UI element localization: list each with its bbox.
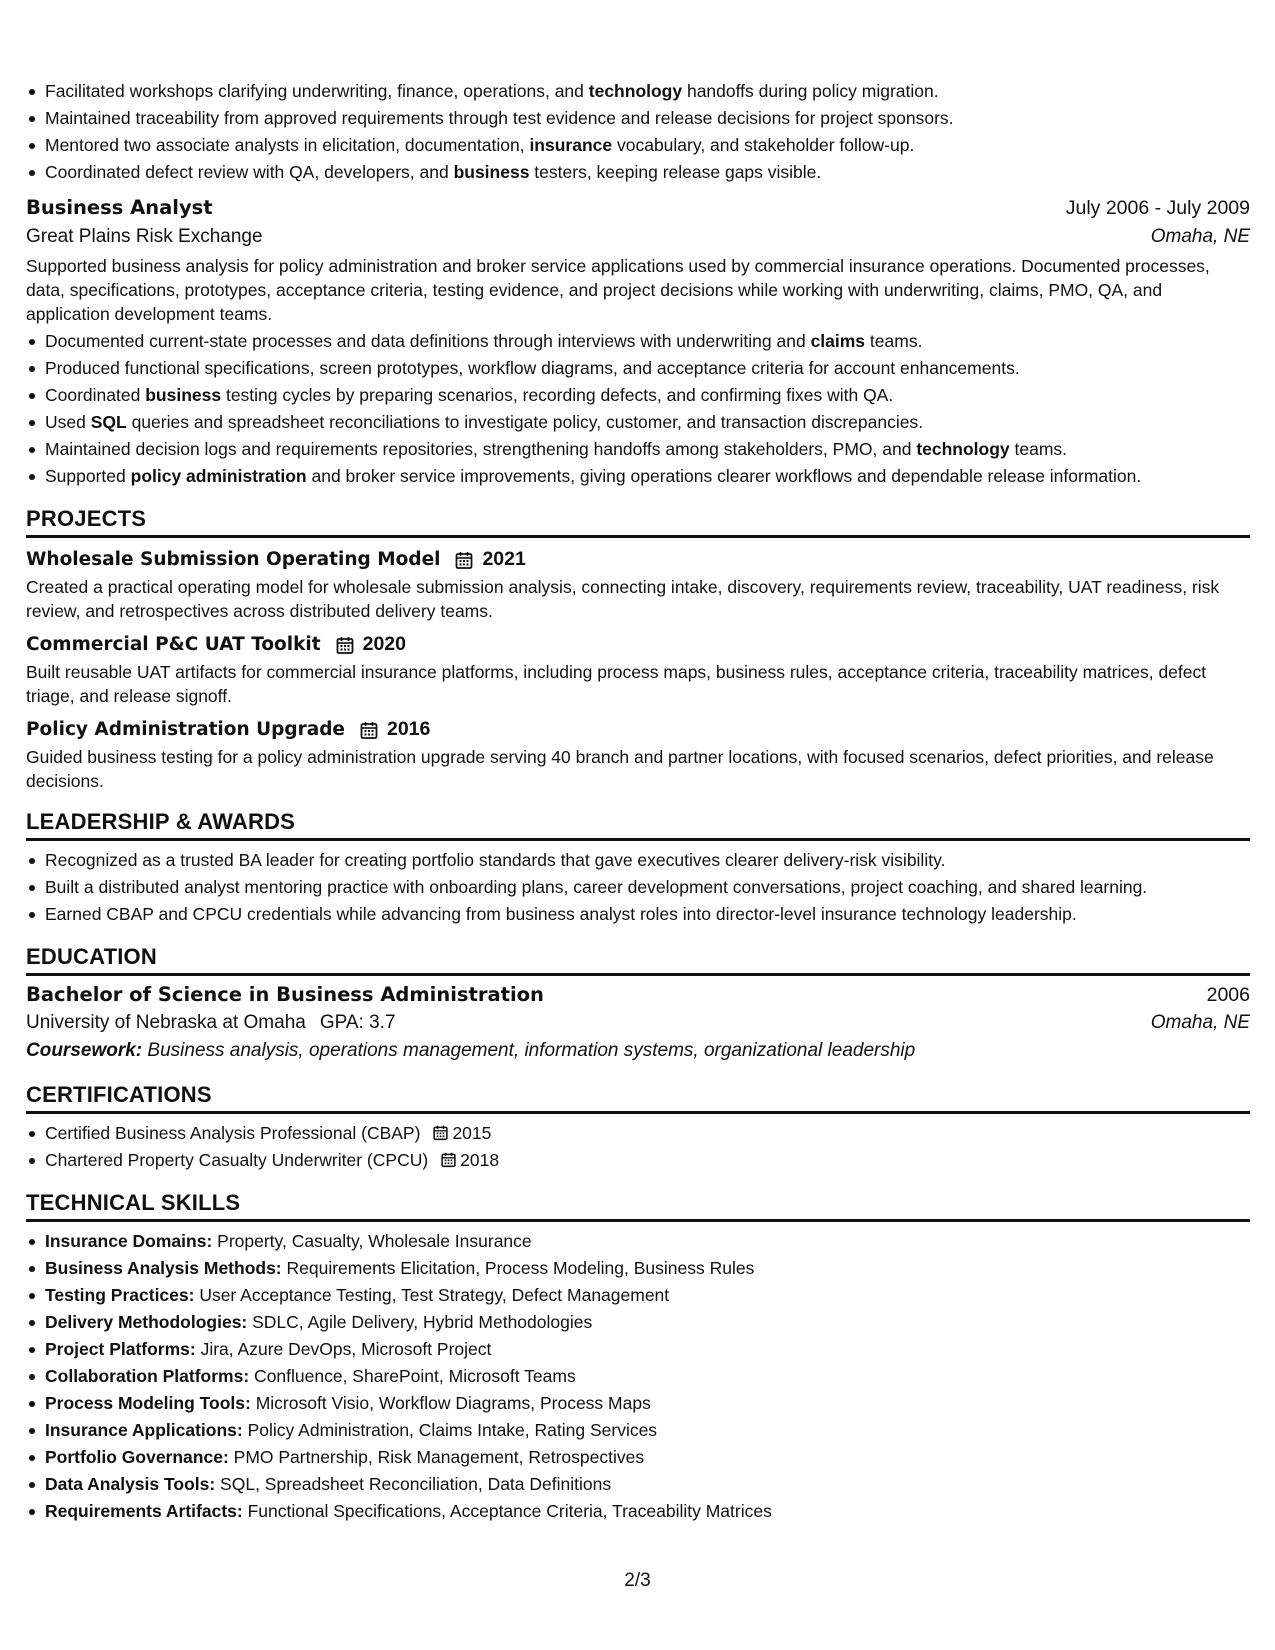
bullet-item: Produced functional specifications, screen prototypes, workflow diagrams, and acceptance criteria for account enhancements. [26, 355, 1250, 382]
education-entry [26, 983, 1250, 1062]
calendar-icon [454, 550, 474, 570]
bullet-item: Supported policy administration and broker service improvements, giving operations clearer workflows and dependable release information. [26, 463, 1250, 490]
job-summary: Supported business analysis for policy administration and broker service applications used by commercial insurance operations. Documented processes, data, specifications, prototypes, acceptance criteria, testing evidence, and project decisions while working with underwriting, claims, PMO, QA, and application development teams. [26, 256, 1210, 324]
project-entry [26, 718, 1250, 793]
job-header [26, 196, 1250, 220]
certification-year: 2015 [452, 1123, 492, 1143]
gpa: GPA: 3.7 [319, 1012, 396, 1033]
skill-item: Project Platforms: Jira, Azure DevOps, Microsoft Project [26, 1336, 1250, 1363]
skill-item: Delivery Methodologies: SDLC, Agile Delivery, Hybrid Methodologies [26, 1309, 1250, 1336]
company-name: Great Plains Risk Exchange [26, 226, 263, 247]
project-title: Wholesale Submission Operating Model [26, 549, 441, 570]
skills-list [26, 1228, 1250, 1525]
leadership-item: Built a distributed analyst mentoring practice with onboarding plans, career development conversations, project coaching, and shared learning. [26, 874, 1250, 901]
bullet-item: Maintained traceability from approved requirements through test evidence and release decisions for project sponsors. [26, 105, 1250, 132]
project-description: Guided business testing for a policy administration upgrade serving 40 branch and partner locations, with focused scenarios, defect priorities, and release decisions. [26, 747, 1214, 791]
coursework-label: Coursework: [26, 1040, 143, 1061]
calendar-icon [335, 635, 355, 655]
project-entry [26, 633, 1250, 708]
project-description: Built reusable UAT artifacts for commercial insurance platforms, including process maps, business rules, acceptance criteria, traceability matrices, defect triage, and release signoff. [26, 662, 1207, 706]
project-title: Policy Administration Upgrade [26, 719, 345, 740]
bullet-item: Used SQL queries and spreadsheet reconciliations to investigate policy, customer, and transaction discrepancies. [26, 409, 1250, 436]
calendar-icon [432, 1124, 449, 1141]
job-entry [26, 196, 1250, 490]
job-location: Omaha, NE [1150, 226, 1250, 247]
certification-item: Chartered Property Casualty Underwriter (CPCU) 2018 [26, 1147, 1250, 1174]
leadership-item: Earned CBAP and CPCU credentials while advancing from business analyst roles into director-level insurance technology leadership. [26, 901, 1250, 928]
project-title: Commercial P&C UAT Toolkit [26, 634, 321, 655]
leadership-item: Recognized as a trusted BA leader for creating portfolio standards that gave executives clearer delivery-risk visibility. [26, 847, 1250, 874]
bullet-item: Maintained decision logs and requirements repositories, strengthening handoffs among stakeholders, PMO, and technology teams. [26, 436, 1250, 463]
project-year: 2016 [386, 718, 431, 740]
degree-title: Bachelor of Science in Business Administration [26, 983, 544, 1006]
school-location: Omaha, NE [1150, 1012, 1250, 1033]
coursework-text: Business analysis, operations management, information systems, organizational leadership [142, 1040, 916, 1061]
skill-item: Insurance Applications: Policy Administration, Claims Intake, Rating Services [26, 1417, 1250, 1444]
coursework [26, 1040, 1250, 1062]
job-title: Business Analyst [26, 196, 213, 219]
leadership-list [26, 847, 1250, 928]
page-number: 2/3 [624, 1570, 651, 1591]
graduation-year: 2006 [1206, 984, 1250, 1006]
project-year: 2021 [482, 548, 526, 570]
skill-item: Data Analysis Tools: SQL, Spreadsheet Reconciliation, Data Definitions [26, 1471, 1250, 1498]
calendar-icon [359, 720, 379, 740]
section-heading-projects: PROJECTS [26, 506, 1250, 538]
skill-item: Collaboration Platforms: Confluence, SharePoint, Microsoft Teams [26, 1363, 1250, 1390]
bullet-item: Facilitated workshops clarifying underwriting, finance, operations, and technology handoffs during policy migration. [26, 78, 1250, 105]
job-bullets [26, 328, 1250, 490]
project-entry [26, 548, 1250, 623]
skill-item: Insurance Domains: Property, Casualty, Wholesale Insurance [26, 1228, 1250, 1255]
bullet-item: Coordinated defect review with QA, developers, and business testers, keeping release gaps visible. [26, 159, 1250, 186]
calendar-icon [440, 1151, 457, 1168]
project-description: Created a practical operating model for wholesale submission analysis, connecting intake, discovery, requirements review, traceability, UAT readiness, risk review, and retrospectives across distributed delivery teams. [26, 577, 1220, 621]
skill-item: Business Analysis Methods: Requirements Elicitation, Process Modeling, Business Rules [26, 1255, 1250, 1282]
skill-item: Testing Practices: User Acceptance Testing, Test Strategy, Defect Management [26, 1282, 1250, 1309]
section-heading-education: EDUCATION [26, 944, 1250, 976]
certification-item: Certified Business Analysis Professional (CBAP) 2015 [26, 1120, 1250, 1147]
bullet-item: Coordinated business testing cycles by preparing scenarios, recording defects, and confirming fixes with QA. [26, 382, 1250, 409]
skill-item: Portfolio Governance: PMO Partnership, Risk Management, Retrospectives [26, 1444, 1250, 1471]
skill-item: Process Modeling Tools: Microsoft Visio, Workflow Diagrams, Process Maps [26, 1390, 1250, 1417]
section-heading-leadership: LEADERSHIP & AWARDS [26, 809, 1250, 841]
bullet-item: Documented current-state processes and data definitions through interviews with underwriting and claims teams. [26, 328, 1250, 355]
bullet-item: Mentored two associate analysts in elicitation, documentation, insurance vocabulary, and stakeholder follow-up. [26, 132, 1250, 159]
skill-item: Requirements Artifacts: Functional Specifications, Acceptance Criteria, Traceability Matrices [26, 1498, 1250, 1525]
certifications-list [26, 1120, 1250, 1174]
job-subheader [26, 226, 1250, 248]
section-heading-skills: TECHNICAL SKILLS [26, 1190, 1250, 1222]
school-name: University of Nebraska at Omaha [26, 1012, 306, 1033]
section-heading-certifications: CERTIFICATIONS [26, 1082, 1250, 1114]
certification-year: 2018 [460, 1150, 500, 1170]
project-year: 2020 [362, 633, 406, 655]
job-dates: July 2006 - July 2009 [1065, 197, 1250, 219]
resume-page [26, 78, 1250, 1525]
previous-role-bullets [26, 78, 1250, 186]
